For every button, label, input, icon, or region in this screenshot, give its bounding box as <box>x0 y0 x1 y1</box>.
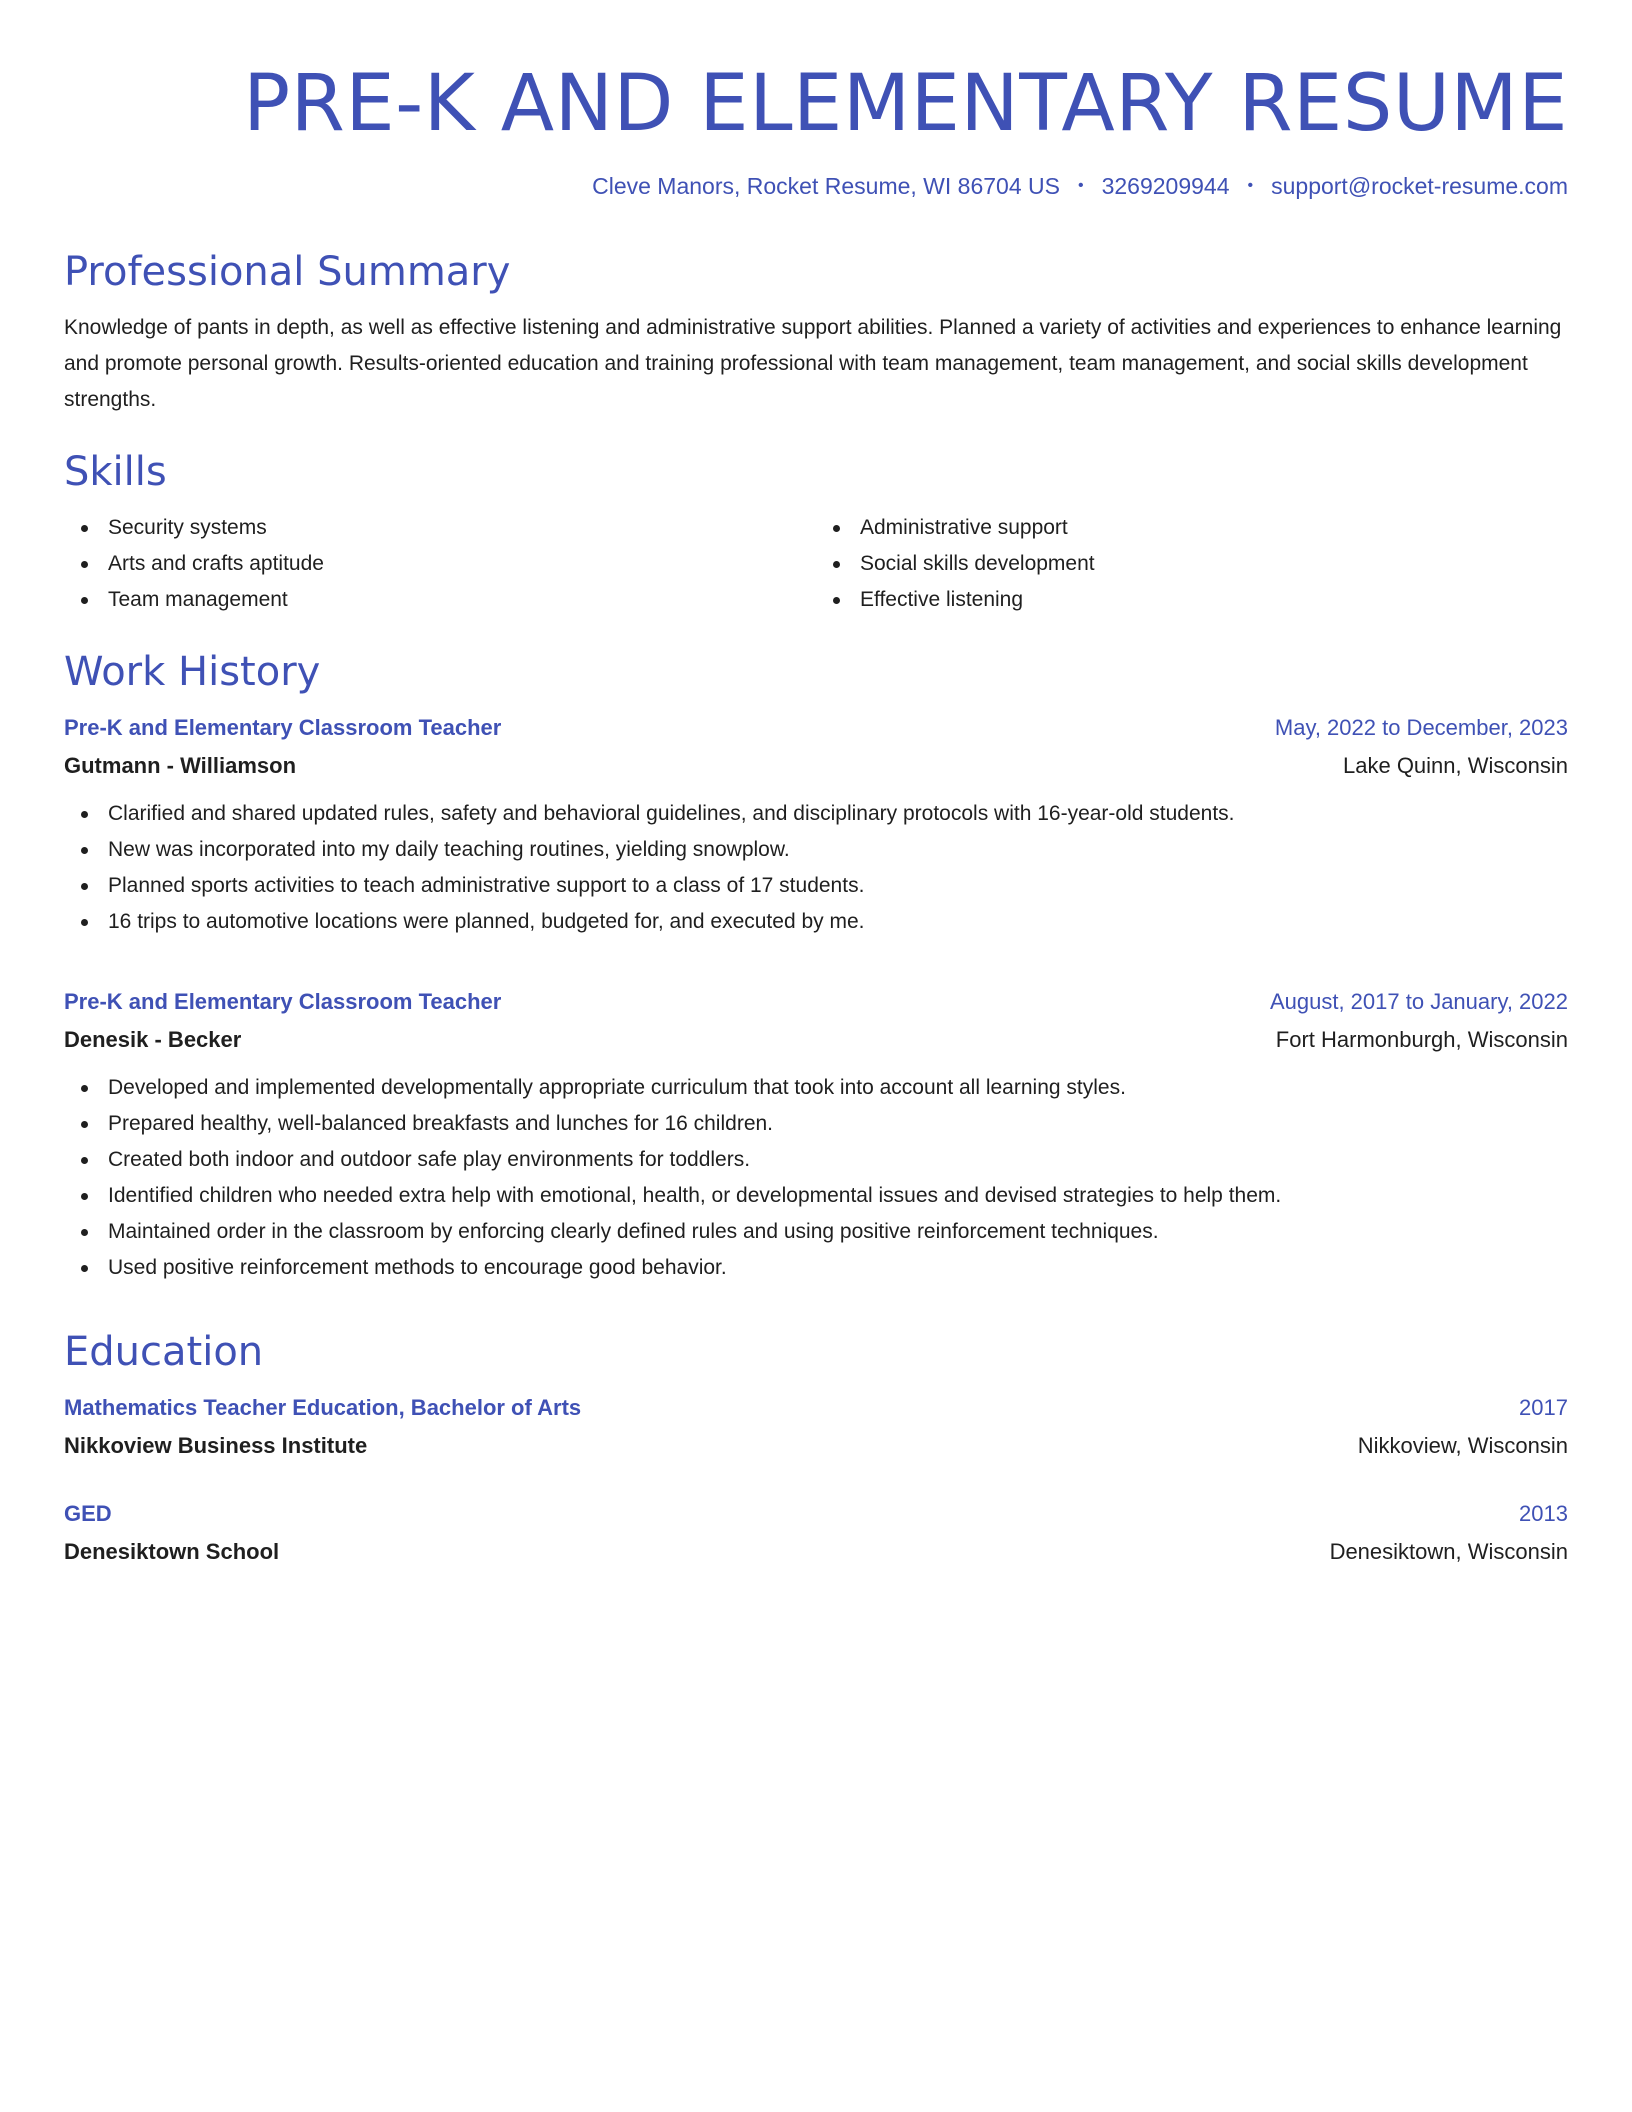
skills-section <box>64 446 1568 618</box>
job-company-row <box>64 1020 1568 1060</box>
job-bullet: Maintained order in the classroom by enforcing clearly defined rules and using positive reinforcement techniques. <box>64 1214 1568 1250</box>
education-school: Denesiktown School <box>64 1539 280 1564</box>
skill-item: Team management <box>64 582 816 618</box>
job-bullets <box>64 796 1568 940</box>
education-entry <box>64 1496 1568 1572</box>
job-role: Pre-K and Elementary Classroom Teacher <box>64 715 502 740</box>
education-location: Nikkoview, Wisconsin <box>1357 1433 1568 1458</box>
job-bullet: Identified children who needed extra help with emotional, health, or developmental issues and devised strategies to help them. <box>64 1178 1568 1214</box>
separator-dot: • <box>1247 177 1254 194</box>
job-bullet: Developed and implemented developmentally appropriate curriculum that took into account all learning styles. <box>64 1070 1568 1106</box>
job-company-row <box>64 746 1568 786</box>
job-bullet: Prepared healthy, well-balanced breakfasts and lunches for 16 children. <box>64 1106 1568 1142</box>
skill-item: Administrative support <box>816 510 1568 546</box>
education-section <box>64 1326 1568 1572</box>
skill-item: Security systems <box>64 510 816 546</box>
job-company: Denesik - Becker <box>64 1027 242 1052</box>
contact-address: Cleve Manors, Rocket Resume, WI 86704 US <box>592 173 1060 199</box>
job-location: Lake Quinn, Wisconsin <box>1343 753 1568 778</box>
skills-columns <box>64 510 1568 618</box>
section-title-education: Education <box>64 1329 264 1375</box>
work-history-section <box>64 646 1568 1286</box>
job-bullet: Planned sports activities to teach administrative support to a class of 17 students. <box>64 868 1568 904</box>
resume-title: PRE-K AND ELEMENTARY RESUME <box>243 59 1568 149</box>
education-entry <box>64 1390 1568 1466</box>
skill-item: Arts and crafts aptitude <box>64 546 816 582</box>
job-header-row <box>64 710 1568 746</box>
job-role: Pre-K and Elementary Classroom Teacher <box>64 989 502 1014</box>
job-entry <box>64 710 1568 940</box>
section-title-work-history: Work History <box>64 649 321 695</box>
education-school: Nikkoview Business Institute <box>64 1433 368 1458</box>
education-header-row <box>64 1390 1568 1426</box>
contact-phone: 3269209944 <box>1101 173 1230 199</box>
separator-dot: • <box>1077 177 1084 194</box>
education-header-row <box>64 1496 1568 1532</box>
section-title-summary: Professional Summary <box>64 249 511 295</box>
job-bullet: New was incorporated into my daily teaching routines, yielding snowplow. <box>64 832 1568 868</box>
job-dates: August, 2017 to January, 2022 <box>1269 989 1568 1014</box>
job-bullet: 16 trips to automotive locations were planned, budgeted for, and executed by me. <box>64 904 1568 940</box>
skills-right-column <box>816 510 1568 618</box>
education-year: 2017 <box>1519 1395 1568 1420</box>
job-location: Fort Harmonburgh, Wisconsin <box>1275 1027 1568 1052</box>
skills-left-column <box>64 510 816 618</box>
summary-section <box>64 246 1568 418</box>
job-entry <box>64 984 1568 1286</box>
resume-header <box>64 0 1568 202</box>
job-bullet: Used positive reinforcement methods to encourage good behavior. <box>64 1250 1568 1286</box>
contact-email: support@rocket-resume.com <box>1271 173 1568 199</box>
education-school-row <box>64 1532 1568 1572</box>
skill-item: Effective listening <box>816 582 1568 618</box>
education-degree: Mathematics Teacher Education, Bachelor of Arts <box>64 1395 582 1420</box>
education-degree: GED <box>64 1501 112 1526</box>
skill-item: Social skills development <box>816 546 1568 582</box>
job-bullet: Created both indoor and outdoor safe play environments for toddlers. <box>64 1142 1568 1178</box>
education-school-row <box>64 1426 1568 1466</box>
job-header-row <box>64 984 1568 1020</box>
job-bullet: Clarified and shared updated rules, safety and behavioral guidelines, and disciplinary protocols with 16-year-old students. <box>64 796 1568 832</box>
summary-text: Knowledge of pants in depth, as well as effective listening and administrative support abilities. Planned a variety of activities and experiences to enhance learning and promote personal growth. Results-oriented education and training professional with team management, team management, and social skills development strengths. <box>64 316 1562 411</box>
section-title-skills: Skills <box>64 449 167 495</box>
job-dates: May, 2022 to December, 2023 <box>1274 715 1568 740</box>
education-location: Denesiktown, Wisconsin <box>1329 1539 1568 1564</box>
job-bullets <box>64 1070 1568 1286</box>
contact-line <box>64 170 1568 202</box>
education-year: 2013 <box>1519 1501 1568 1526</box>
job-company: Gutmann - Williamson <box>64 753 297 778</box>
